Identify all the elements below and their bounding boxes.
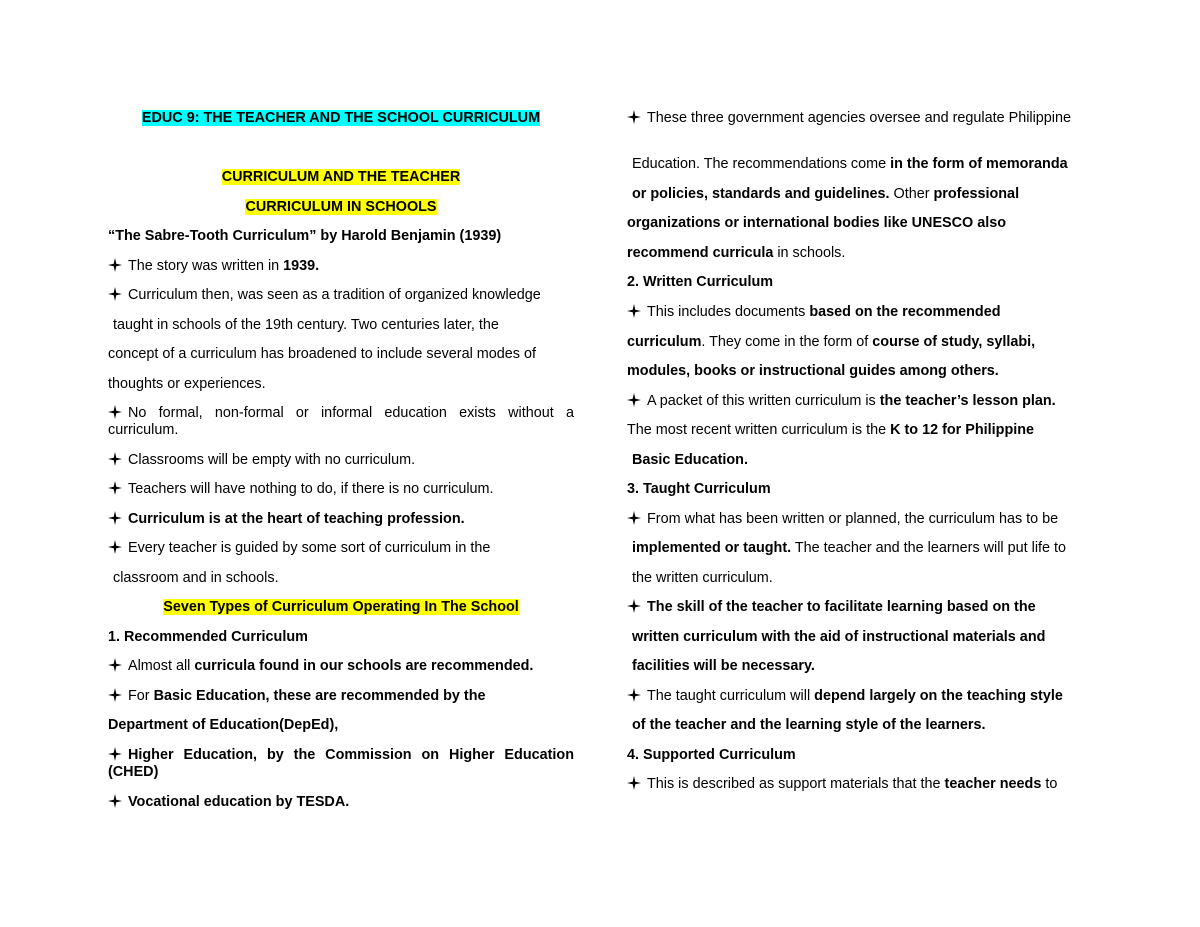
four-point-star-icon [108,540,122,554]
heading-recommended-curriculum: 1. Recommended Curriculum [108,629,308,645]
four-point-star-icon [627,393,641,407]
text-line: taught in schools of the 19th century. Two centuries later, the [113,317,499,333]
text-line: organizations or international bodies like UNESCO also [627,215,1007,231]
text-line: Department of Education(DepEd), [108,717,339,733]
heading-supported-curriculum: 4. Supported Curriculum [627,747,796,763]
bullet-includes-documents: This includes documents based on the recommended [627,304,1091,321]
text-line: modules, books or instructional guides among others. [627,363,999,379]
text-line: Education. The recommendations come in the form of memoranda [632,156,1068,172]
four-point-star-icon [627,688,641,702]
text-line: facilities will be necessary. [632,658,815,674]
four-point-star-icon [627,776,641,790]
four-point-star-icon [627,599,641,613]
four-point-star-icon [108,511,122,525]
four-point-star-icon [108,481,122,495]
text-line: Basic Education. [632,452,748,468]
bullet-no-formal-education: No formal, non-formal or informal education exists without a curriculum. [108,405,574,438]
bullet-packet-lesson-plan: A packet of this written curriculum is the teacher’s lesson plan. [627,393,1091,410]
bullet-basic-education: For Basic Education, these are recommended by the [108,688,574,705]
bullet-support-materials: This is described as support materials that the teacher needs to [627,776,1091,793]
bullet-almost-all: Almost all curricula found in our schools are recommended. [108,658,574,675]
four-point-star-icon [108,452,122,466]
bullet-curriculum-then: Curriculum then, was seen as a tradition of organized knowledge [108,287,574,304]
book-title: “The Sabre-Tooth Curriculum” by Harold Benjamin (1939) [108,228,502,244]
four-point-star-icon [108,405,122,419]
text-line: curriculum. They come in the form of course of study, syllabi, [627,334,1036,350]
four-point-star-icon [108,658,122,672]
bullet-skill-of-teacher: The skill of the teacher to facilitate learning based on the [627,599,1091,616]
four-point-star-icon [627,110,641,124]
course-title: EDUC 9: THE TEACHER AND THE SCHOOL CURRICULUM [141,110,541,126]
bullet-taught-depends: The taught curriculum will depend largely on the teaching style [627,688,1091,705]
bullet-from-what-written: From what has been written or planned, the curriculum has to be [627,511,1091,528]
bullet-teachers-nothing: Teachers will have nothing to do, if there is no curriculum. [108,481,574,498]
text-line: of the teacher and the learning style of the learners. [632,717,986,733]
four-point-star-icon [108,688,122,702]
four-point-star-icon [108,747,122,761]
text-line: the written curriculum. [632,570,773,586]
text-line: The most recent written curriculum is the K to 12 for Philippine [627,422,1035,438]
text-line: concept of a curriculum has broadened to include several modes of [108,346,536,362]
four-point-star-icon [627,304,641,318]
bullet-vocational-education: Vocational education by TESDA. [108,794,574,811]
heading-curriculum-in-schools: CURRICULUM IN SCHOOLS [245,199,437,215]
heading-written-curriculum: 2. Written Curriculum [627,274,774,290]
bullet-every-teacher: Every teacher is guided by some sort of curriculum in the [108,540,574,557]
text-line: implemented or taught. The teacher and the learners will put life to [632,540,1067,556]
four-point-star-icon [108,794,122,808]
four-point-star-icon [627,511,641,525]
text-line: thoughts or experiences. [108,376,266,392]
text-line: classroom and in schools. [113,570,279,586]
four-point-star-icon [108,287,122,301]
text-line: or policies, standards and guidelines. Other professional [632,186,1020,202]
heading-seven-types: Seven Types of Curriculum Operating In The School [163,599,519,615]
bullet-classrooms-empty: Classrooms will be empty with no curriculum. [108,452,574,469]
bullet-heart-of-teaching: Curriculum is at the heart of teaching profession. [108,511,574,528]
bullet-story-year: The story was written in 1939. [108,258,574,275]
text-line: recommend curricula in schools. [627,245,846,261]
bullet-government-agencies: These three government agencies oversee and regulate Philippine [627,110,1091,127]
four-point-star-icon [108,258,122,272]
heading-curriculum-and-teacher: CURRICULUM AND THE TEACHER [221,169,461,185]
text-line: written curriculum with the aid of instructional materials and [632,629,1046,645]
heading-taught-curriculum: 3. Taught Curriculum [627,481,771,497]
bullet-higher-education: Higher Education, by the Commission on Higher Education (CHED) [108,747,574,780]
